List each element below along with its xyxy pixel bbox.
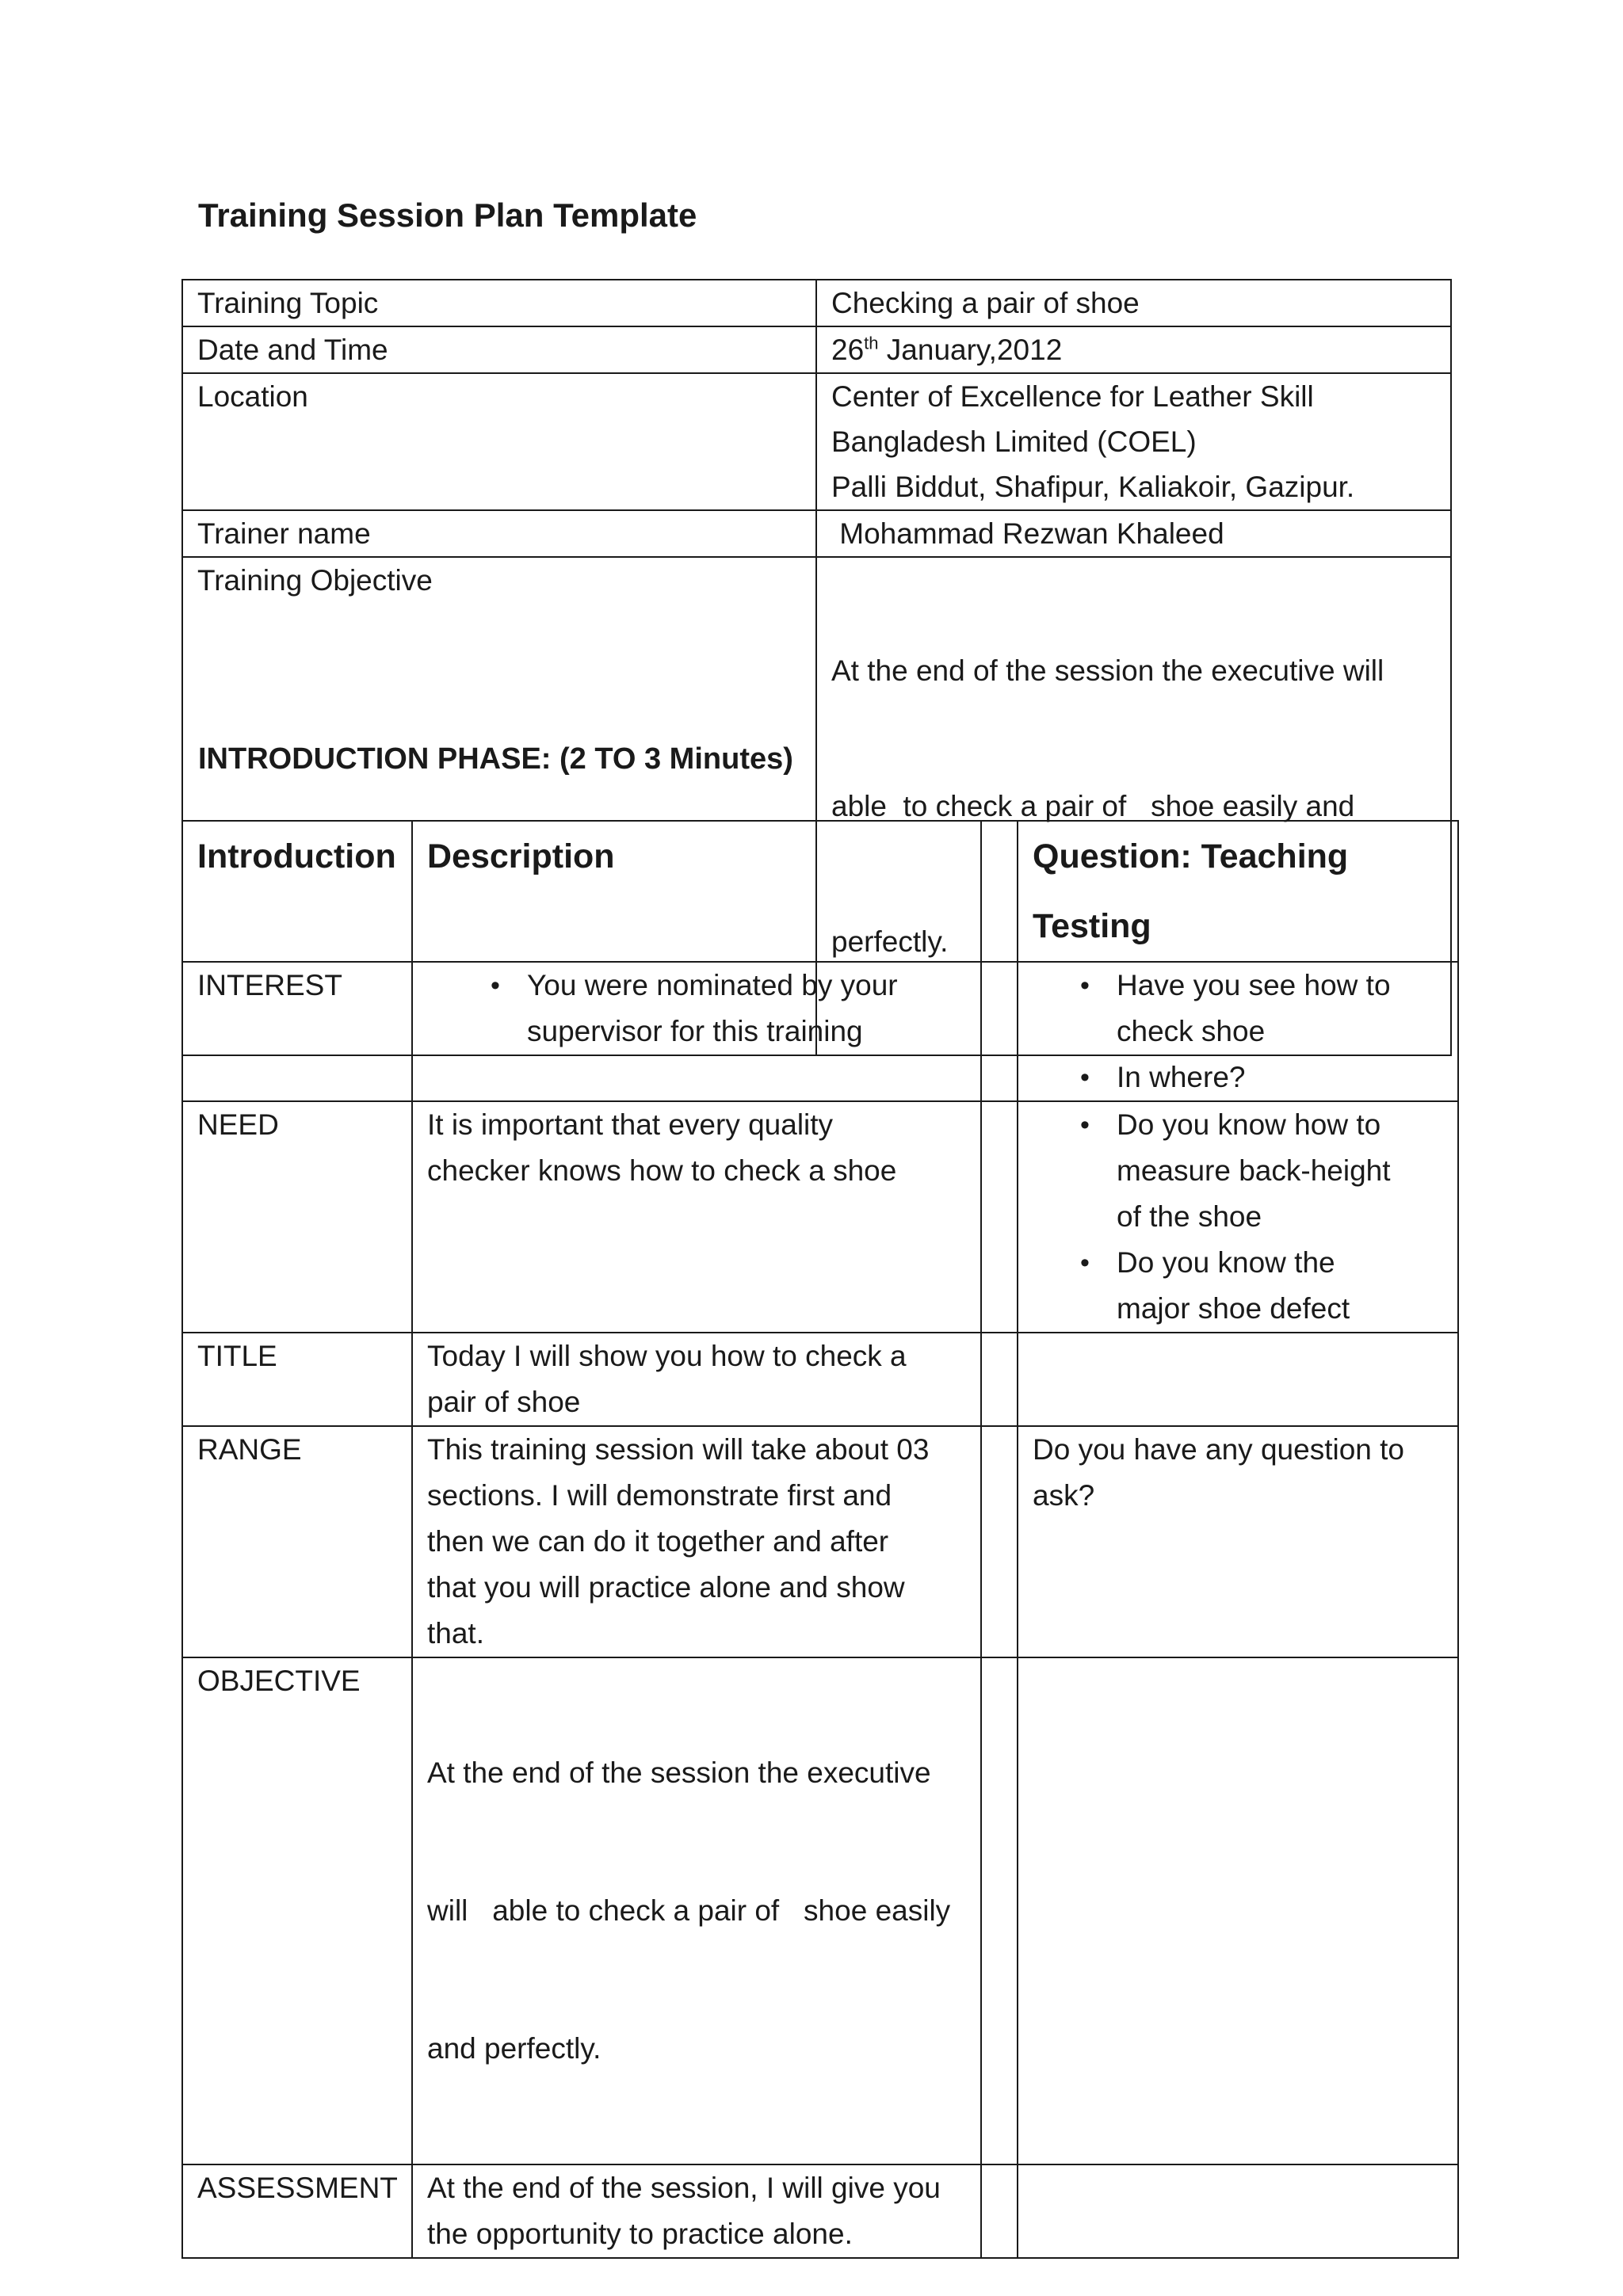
empty-column-cell	[981, 1657, 1018, 2164]
table-row	[182, 280, 1451, 326]
empty-column-cell	[981, 1333, 1018, 1426]
bullet-line: major shoe defect	[1117, 1292, 1350, 1325]
table-row	[182, 962, 1458, 1101]
bullet-line: Do you know how to	[1117, 1108, 1381, 1141]
list-item	[1033, 1240, 1457, 1332]
table-header-row	[182, 821, 1458, 962]
training-topic-label: Training Topic	[182, 280, 816, 326]
description-line: then we can do it together and after	[427, 1525, 889, 1558]
table-row	[182, 373, 1451, 510]
title-label: TITLE	[182, 1333, 412, 1426]
assessment-label: ASSESSMENT	[182, 2164, 412, 2258]
table-row	[182, 1101, 1458, 1333]
need-questions	[1018, 1101, 1458, 1333]
location-line: Center of Excellence for Leather Skill	[831, 380, 1314, 413]
need-label: NEED	[182, 1101, 412, 1333]
table-row	[182, 2164, 1458, 2258]
date-time-label: Date and Time	[182, 326, 816, 373]
description-line: Today I will show you how to check a	[427, 1340, 907, 1372]
bullet-line: of the shoe	[1117, 1200, 1262, 1233]
date-day: 26	[831, 334, 865, 366]
table-row	[182, 1333, 1458, 1426]
empty-column-cell	[981, 962, 1018, 1101]
list-item	[1033, 1055, 1457, 1100]
description-line: It is important that every quality	[427, 1108, 834, 1141]
bullet-list	[427, 963, 980, 1055]
training-topic-value: Checking a pair of shoe	[816, 280, 1451, 326]
question-column-header	[1018, 821, 1458, 962]
list-item	[427, 963, 980, 1055]
title-questions	[1018, 1333, 1458, 1426]
range-description	[412, 1426, 981, 1657]
location-value	[816, 373, 1451, 510]
bullet-list	[1033, 1102, 1457, 1332]
empty-column-cell	[981, 2164, 1018, 2258]
location-line: Palli Biddut, Shafipur, Kaliakoir, Gazipur.	[831, 471, 1355, 503]
objective-description	[412, 1657, 981, 2164]
empty-column-cell	[981, 821, 1018, 962]
trainer-name-value: Mohammad Rezwan Khaleed	[816, 510, 1451, 557]
bullet-line: Do you know the	[1117, 1246, 1335, 1279]
description-line: This training session will take about 03	[427, 1433, 930, 1466]
date-time-value	[816, 326, 1451, 373]
bullet-icon: •	[1080, 1248, 1090, 1278]
objective-label: OBJECTIVE	[182, 1657, 412, 2164]
objective-line: At the end of the session the executive will	[831, 654, 1384, 687]
bullet-icon: •	[1080, 971, 1090, 1001]
bullet-icon: •	[491, 971, 500, 1001]
bullet-line: In where?	[1117, 1061, 1246, 1093]
interest-questions	[1018, 962, 1458, 1101]
bullet-line: check shoe	[1117, 1015, 1266, 1047]
question-header-line: Question: Teaching	[1033, 837, 1349, 875]
question-line: ask?	[1033, 1479, 1095, 1512]
assessment-questions	[1018, 2164, 1458, 2258]
empty-column-cell	[981, 1101, 1018, 1333]
location-label: Location	[182, 373, 816, 510]
description-line: that.	[427, 1617, 484, 1650]
objective-questions	[1018, 1657, 1458, 2164]
date-month-year: January,2012	[878, 334, 1063, 366]
location-line: Bangladesh Limited (COEL)	[831, 425, 1197, 458]
list-item	[1033, 1102, 1457, 1240]
need-description	[412, 1101, 981, 1333]
bullet-icon: •	[1080, 1110, 1090, 1140]
description-line: pair of shoe	[427, 1386, 581, 1418]
introduction-column-header: Introduction	[182, 821, 412, 962]
description-line: that you will practice alone and show	[427, 1571, 905, 1604]
table-row	[182, 1426, 1458, 1657]
description-line: will able to check a pair of shoe easily	[427, 1894, 951, 1927]
objective-line: perfectly.	[831, 925, 949, 958]
bullet-list	[1033, 963, 1457, 1100]
page-title: Training Session Plan Template	[198, 196, 697, 234]
question-line: Do you have any question to	[1033, 1433, 1404, 1466]
description-line: At the end of the session, I will give you	[427, 2172, 941, 2204]
description-line: sections. I will demonstrate first and	[427, 1479, 892, 1512]
description-line: checker knows how to check a shoe	[427, 1154, 897, 1187]
table-row	[182, 1657, 1458, 2164]
interest-label: INTEREST	[182, 962, 412, 1101]
bullet-line: supervisor for this training	[527, 1015, 863, 1047]
range-label: RANGE	[182, 1426, 412, 1657]
date-ordinal-suffix: th	[864, 333, 879, 353]
description-line: and perfectly.	[427, 2032, 601, 2065]
training-objective-label: Training Objective	[182, 557, 816, 1055]
title-description	[412, 1333, 981, 1426]
table-row	[182, 326, 1451, 373]
description-column-header: Description	[412, 821, 981, 962]
introduction-phase-table	[181, 820, 1459, 2259]
description-line: the opportunity to practice alone.	[427, 2218, 853, 2250]
trainer-name-label: Trainer name	[182, 510, 816, 557]
assessment-description	[412, 2164, 981, 2258]
range-questions	[1018, 1426, 1458, 1657]
objective-line: able to check a pair of shoe easily and	[831, 790, 1355, 822]
bullet-line: Have you see how to	[1117, 969, 1391, 1001]
description-line: At the end of the session the executive	[427, 1756, 931, 1789]
bullet-line: You were nominated by your	[527, 969, 898, 1001]
list-item	[1033, 963, 1457, 1055]
bullet-line: measure back-height	[1117, 1154, 1391, 1187]
bullet-icon: •	[1080, 1062, 1090, 1093]
interest-description	[412, 962, 981, 1101]
question-header-line: Testing	[1033, 907, 1151, 945]
empty-column-cell	[981, 1426, 1018, 1657]
table-row	[182, 510, 1451, 557]
introduction-phase-heading: INTRODUCTION PHASE: (2 TO 3 Minutes)	[198, 742, 793, 776]
